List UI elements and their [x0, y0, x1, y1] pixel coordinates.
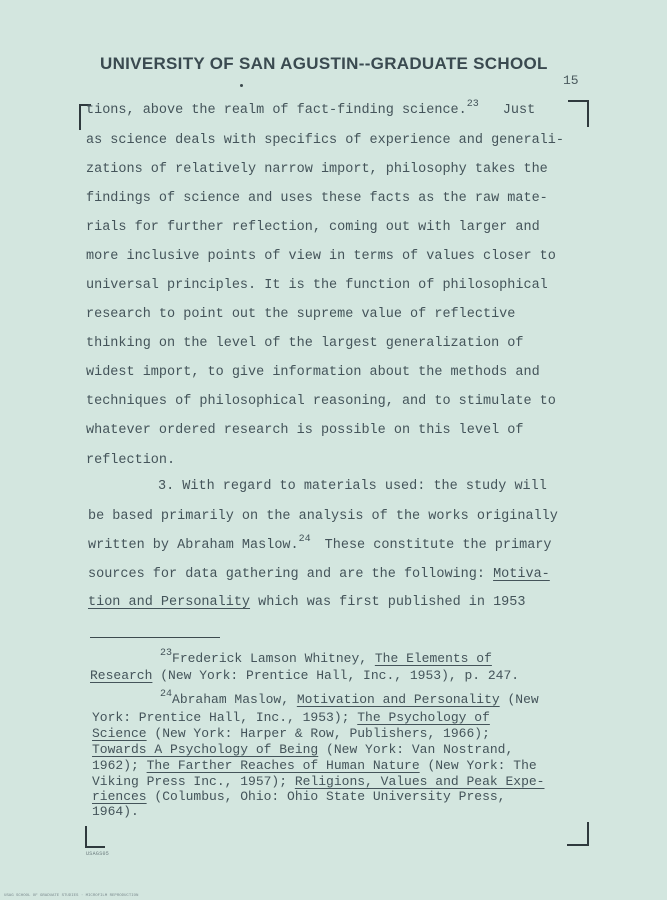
body-line-3: zations of relatively narrow import, philosophy takes the — [86, 162, 548, 177]
body-line-2: as science deals with specifics of experience and generali- — [86, 133, 564, 148]
body-line-15: be based primarily on the analysis of the works originally — [88, 509, 558, 524]
body-line-17: sources for data gathering and are the following: Motiva- — [88, 567, 550, 582]
book-title-link: Motiva- — [493, 567, 550, 582]
page-number: 15 — [563, 73, 579, 88]
crop-mark-bottom-right — [567, 822, 589, 846]
body-line-14: 3. With regard to materials used: the study will — [158, 479, 547, 494]
body-line-10: widest import, to give information about the methods and — [86, 365, 540, 380]
body-line-16: written by Abraham Maslow.$^{24}$ These constitute the primary — [88, 534, 552, 553]
footnote-24-line-6: Viking Press Inc., 1957); Religions, Values and Peak Expe- — [92, 774, 545, 789]
footnote-24-line-7: riences (Columbus, Ohio: Ohio State University Press, — [92, 789, 506, 804]
footnote-24-line-3: Science (New York: Harper & Row, Publishers, 1966); — [92, 726, 490, 741]
body-line-12: whatever ordered research is possible on this level of — [86, 423, 524, 438]
footnote-23-line-1: $^{23}$Frederick Lamson Whitney, The Elements of — [160, 648, 492, 666]
body-line-7: universal principles. It is the function of philosophical — [86, 278, 548, 293]
footnote-24-line-2: York: Prentice Hall, Inc., 1953); The Psychology of — [92, 710, 490, 725]
footnote-24-line-8: 1964). — [92, 804, 139, 819]
footnote-24-line-5: 1962); The Farther Reaches of Human Nature (New York: The — [92, 758, 537, 773]
crop-mark-top-right — [568, 100, 589, 127]
body-line-4: findings of science and uses these facts as the raw mate- — [86, 191, 548, 206]
book-title: tion and Personality — [88, 595, 251, 610]
body-line-11: techniques of philosophical reasoning, and to stimulate to — [86, 394, 556, 409]
footnote-ref-24: 24 — [298, 534, 311, 545]
body-line-5: rials for further reflection, coming out with larger and — [86, 220, 540, 235]
footnote-ref-23: 23 — [466, 99, 479, 110]
body-line-18: tion and Personality which was first published in 1953 — [88, 595, 526, 610]
body-line-13: reflection. — [86, 453, 176, 468]
body-line-9: thinking on the level of the largest generalization of — [86, 336, 524, 351]
page-title: UNIVERSITY OF SAN AGUSTIN--GRADUATE SCHOOL — [100, 54, 548, 73]
crop-mark-bottom-left — [85, 826, 105, 848]
footnote-24-line-4: Towards A Psychology of Being (New York: Van Nostrand, — [92, 742, 514, 757]
body-line-8: research to point out the supreme value of reflective — [86, 307, 516, 322]
footnote-24-line-1: $^{24}$Abraham Maslow, Motivation and Personality (New — [160, 689, 539, 707]
body-line-1: tions, above the realm of fact-finding science.$^{23}$ Just — [86, 99, 536, 118]
body-line-6: more inclusive points of view in terms of values closer to — [86, 249, 556, 264]
microfilm-footer: USAG SCHOOL OF GRADUATE STUDIES · MICROFILM REPRODUCTION — [4, 894, 139, 898]
footnote-23-line-2: Research (New York: Prentice Hall, Inc., 1953), p. 247. — [90, 668, 520, 683]
footnote-separator — [90, 637, 220, 638]
archive-stamp: USAGS05 — [86, 851, 110, 857]
ink-dot — [240, 84, 243, 87]
